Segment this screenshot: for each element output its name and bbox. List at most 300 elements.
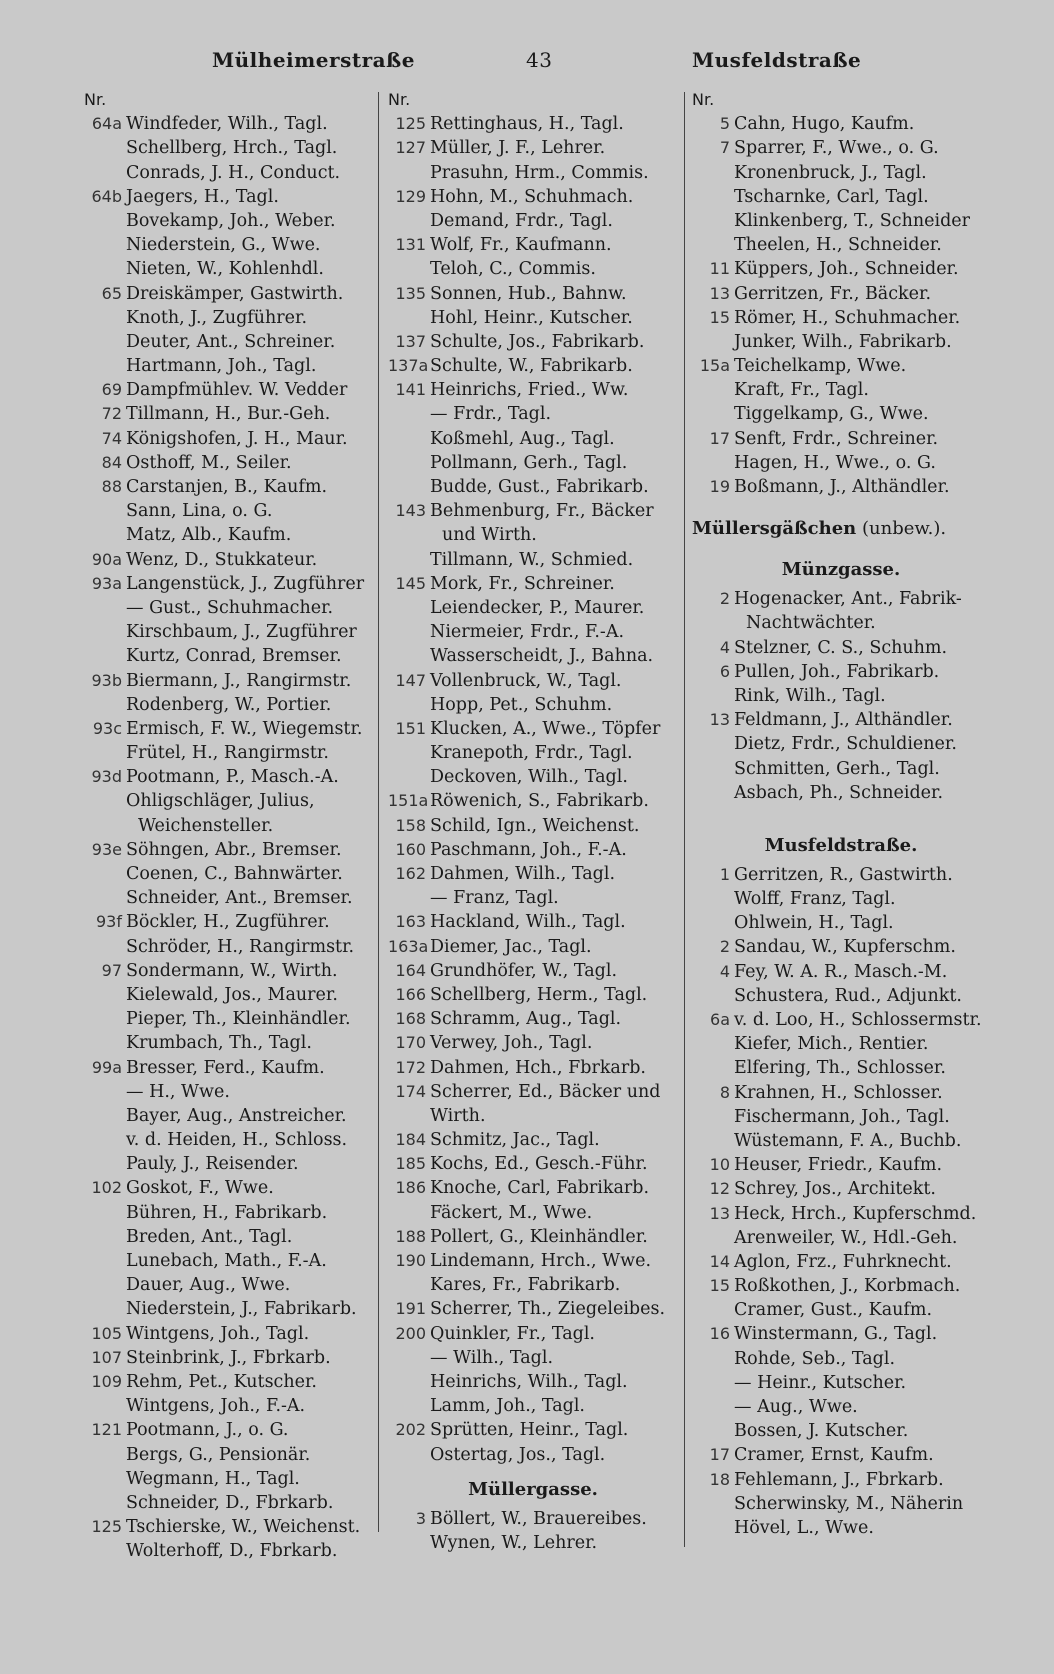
directory-entry [692,1298,990,1322]
resident-text: Teichelkamp, Wwe. [734,356,907,377]
directory-entry [692,960,990,984]
resident-text: Wasserscheidt, J., Bahna. [430,646,654,667]
house-number: 65 [101,283,122,303]
house-number: 19 [709,477,730,496]
resident-text: Wolterhoff, D., Fbrkarb. [126,1541,338,1562]
house-number: 172 [395,1057,426,1077]
resident-text: Sondermann, W., Wirth. [126,960,338,981]
house-number: 13 [709,710,730,730]
resident-text: Gerritzen, Fr., Bäcker. [734,283,932,304]
directory-entry [84,1056,372,1080]
resident-text: Schmitten, Gerh., Tagl. [734,758,940,779]
directory-entry [84,1394,372,1418]
resident-text: Wenz, D., Stukkateur. [126,549,318,570]
house-number: 164 [395,960,426,980]
resident-text: Ohlwein, H., Tagl. [734,913,894,934]
directory-entry [692,684,990,708]
resident-text: — Heinr., Kutscher. [734,1372,907,1393]
entry-list [388,1507,678,1555]
house-number: 163a [388,936,429,956]
directory-entry [84,136,372,160]
resident-text: Heck, Hrch., Kupferschmd. [734,1203,977,1224]
resident-text: — Gust., Schuhmacher. [126,597,334,618]
house-number: 93c [92,718,122,738]
directory-entry [692,660,990,684]
directory-entry [388,548,678,572]
house-number: 202 [395,1420,426,1440]
resident-text: Conrads, J. H., Conduct. [126,162,341,183]
resident-text: Ohligschläger, Julius, [126,791,315,812]
resident-text: Niederstein, J., Fabrikarb. [126,1299,357,1320]
house-number: 102 [91,1178,122,1198]
house-number: 17 [709,428,730,448]
resident-text: Wintgens, Joh., F.-A. [126,1396,306,1417]
directory-entry [388,620,678,644]
resident-text: Kirschbaum, J., Zugführer [126,622,357,643]
directory-entry [692,1129,990,1153]
directory-entry [84,427,372,451]
resident-text: Müller, J. F., Lehrer. [430,138,606,159]
directory-entry [388,862,678,886]
house-number: 170 [395,1033,426,1053]
directory-entry [692,1443,990,1467]
directory-entry [388,499,678,523]
directory-entry [692,1032,990,1056]
directory-entry [388,741,678,765]
house-number: 2 [719,937,730,957]
resident-text: Heinrichs, Fried., Ww. [430,380,629,401]
resident-text: Pieper, Th., Kleinhändler. [126,1009,351,1030]
directory-entry [692,708,990,732]
directory-entry [84,209,372,233]
house-number: 168 [395,1009,426,1029]
resident-text: Weichensteller. [138,815,274,836]
directory-entry [388,185,678,209]
directory-entry [388,112,678,136]
directory-entry [388,1273,678,1297]
house-number: 143 [395,501,426,521]
directory-entry [84,306,372,330]
resident-text: Klucken, A., Wwe., Töpfer [430,718,661,739]
directory-entry [84,1515,372,1539]
directory-entry [84,1104,372,1128]
resident-text: Dampfmühlev. W. Vedder [126,380,348,401]
resident-text: Tschierske, W., Weichenst. [126,1517,361,1538]
resident-text: Sann, Lina, o. G. [126,501,273,522]
directory-entry [692,209,990,233]
house-number: 129 [395,186,426,206]
directory-entry [388,378,678,402]
house-number: 64a [91,114,122,134]
entry-list [388,112,678,1467]
directory-entry [692,378,990,402]
resident-text: Wüstemann, F. A., Buchb. [734,1130,962,1151]
directory-entry [84,959,372,983]
street-heading-inline [692,499,990,547]
house-number: 121 [91,1420,122,1440]
directory-entry [388,523,678,547]
directory-entry [388,644,678,668]
resident-text: Scherwinsky, M., Näherin [734,1493,964,1514]
directory-entry [388,451,678,475]
resident-text: Fey, W. A. R., Masch.-M. [734,961,948,982]
resident-text: Tscharnke, Carl, Tagl. [734,186,929,207]
directory-entry [388,1531,678,1555]
directory-entry [84,1031,372,1055]
resident-text: Cahn, Hugo, Kaufm. [734,114,915,135]
resident-text: Kiefer, Mich., Rentier. [734,1034,929,1055]
resident-text: Hartmann, Joh., Tagl. [126,356,317,377]
resident-text: Cramer, Ernst, Kaufm. [734,1445,934,1466]
house-number: 99a [91,1057,122,1077]
resident-text: Aglon, Frz., Fuhrknecht. [734,1251,952,1272]
resident-text: Heinrichs, Wilh., Tagl. [430,1371,628,1392]
house-number: 2 [719,589,730,609]
directory-entry [692,112,990,136]
directory-entry [388,233,678,257]
directory-entry [84,1225,372,1249]
street-heading: Münzgasse. [781,559,901,581]
resident-text: Sparrer, F., Wwe., o. G. [734,138,939,159]
directory-entry [388,161,678,185]
directory-entry [692,1395,990,1419]
page-number: 43 [526,48,553,72]
directory-entry [84,572,372,596]
resident-text: Ermisch, F. W., Wiegemstr. [126,718,363,739]
resident-text: — Frdr., Tagl. [430,404,552,425]
house-number: 90a [91,549,122,569]
directory-entry [692,257,990,281]
resident-text: — H., Wwe. [126,1081,230,1102]
house-number: 12 [709,1179,730,1199]
house-number: 7 [719,138,730,158]
directory-entry [388,983,678,1007]
directory-entry [388,136,678,160]
directory-entry [388,402,678,426]
resident-text: Hagen, H., Wwe., o. G. [734,452,936,473]
resident-text: Quinkler, Fr., Tagl. [430,1323,595,1344]
resident-text: Mork, Fr., Schreiner. [430,573,615,594]
house-number: 137a [388,356,429,376]
resident-text: Hogenacker, Ant., Fabrik- [734,589,962,610]
directory-entry [84,741,372,765]
resident-text: Langenstück, J., Zugführer [126,573,365,594]
directory-entry [692,935,990,959]
column-head: Nr. [84,90,107,109]
directory-entry [84,935,372,959]
house-number: 107 [91,1347,122,1367]
directory-entry [388,838,678,862]
resident-text: Verwey, Joh., Tagl. [430,1033,593,1054]
resident-text: Gerritzen, R., Gastwirth. [734,864,953,885]
resident-text: Wegmann, H., Tagl. [126,1468,300,1489]
resident-text: Klinkenberg, T., Schneider [734,210,971,231]
resident-text: Rehm, Pet., Kutscher. [126,1371,317,1392]
directory-entry [388,1056,678,1080]
directory-entry [692,1468,990,1492]
directory-entry [388,596,678,620]
directory-entry [388,1152,678,1176]
resident-text: Nachtwächter. [746,613,876,634]
directory-entry [692,136,990,160]
entry-list [692,587,990,805]
resident-text: Schmitz, Jac., Tagl. [430,1130,600,1151]
directory-entry [84,1467,372,1491]
directory-entry [84,983,372,1007]
directory-entry [692,1226,990,1250]
column-1 [84,88,372,1563]
resident-text: Schramm, Aug., Tagl. [430,1009,622,1030]
directory-entry [84,330,372,354]
house-number: 151a [388,791,429,811]
directory-entry [692,1250,990,1274]
directory-entry [388,427,678,451]
directory-entry [388,814,678,838]
directory-entry [388,1225,678,1249]
directory-entry [388,1249,678,1273]
resident-text: Kranepoth, Frdr., Tagl. [430,743,633,764]
directory-entry [388,1080,678,1104]
resident-text: Pollmann, Gerh., Tagl. [430,452,628,473]
column-2 [388,88,678,1555]
resident-text: Heuser, Friedr., Kaufm. [734,1155,943,1176]
resident-text: Diemer, Jac., Tagl. [430,936,592,957]
resident-text: Knoche, Carl, Fabrikarb. [430,1178,650,1199]
directory-entry [84,1418,372,1442]
directory-entry [692,161,990,185]
resident-text: Deckoven, Wilh., Tagl. [430,767,628,788]
resident-text: Budde, Gust., Fabrikarb. [430,477,649,497]
resident-text: Wintgens, Joh., Tagl. [126,1323,310,1344]
directory-entry [84,1007,372,1031]
entry-list [84,112,372,1563]
spacer [692,805,990,823]
directory-entry [692,781,990,805]
directory-entry [388,717,678,741]
house-number: 158 [395,815,426,835]
resident-text: Leiendecker, P., Maurer. [430,597,645,618]
house-number: 93b [91,670,122,690]
resident-text: Fehlemann, J., Fbrkarb. [734,1469,944,1490]
directory-entry [84,1201,372,1225]
directory-entry [692,306,990,330]
resident-text: Schulte, W., Fabrikarb. [430,356,633,377]
house-number: 11 [709,259,730,279]
resident-text: Breden, Ant., Tagl. [126,1226,293,1247]
resident-text: Roßkothen, J., Korbmach. [734,1276,961,1297]
resident-text: Rohde, Seb., Tagl. [734,1348,896,1369]
house-number: 15 [709,1276,730,1296]
directory-entry [388,1297,678,1321]
resident-text: Windfeder, Wilh., Tagl. [126,114,328,135]
directory-entry [84,378,372,402]
house-number: 17 [709,1445,730,1465]
resident-text: Röwenich, S., Fabrikarb. [430,791,649,812]
directory-entry [692,451,990,475]
directory-entry [388,257,678,281]
resident-text: Schild, Ign., Weichenst. [430,815,640,836]
directory-entry [84,669,372,693]
house-number: 6 [719,661,730,681]
directory-entry [84,1128,372,1152]
house-number: 4 [719,961,730,981]
directory-entry [84,112,372,136]
resident-text: Tillmann, W., Schmied. [430,549,634,570]
directory-entry [84,862,372,886]
house-number: 10 [709,1155,730,1175]
resident-text: Feldmann, J., Althändler. [734,710,953,731]
resident-text: Bresser, Ferd., Kaufm. [126,1057,325,1078]
house-number: 105 [91,1323,122,1343]
directory-entry [692,1347,990,1371]
resident-text: Elfering, Th., Schlosser. [734,1058,946,1079]
house-number: 135 [395,283,426,303]
directory-entry [388,209,678,233]
resident-text: Küppers, Joh., Schneider. [734,259,959,280]
resident-text: Pullen, Joh., Fabrikarb. [734,661,940,682]
directory-entry [84,354,372,378]
resident-text: Fäckert, M., Wwe. [430,1202,593,1223]
house-number: 3 [415,1508,426,1528]
resident-text: Tillmann, H., Bur.-Geh. [126,404,331,425]
directory-entry [692,330,990,354]
resident-text: Prasuhn, Hrm., Commis. [430,162,649,183]
resident-text: Niermeier, Frdr., F.-A. [430,622,625,643]
house-number: 174 [395,1081,426,1101]
house-number: 160 [395,839,426,859]
directory-entry [84,233,372,257]
resident-text: Sandau, W., Kupferschm. [734,937,956,958]
resident-text: Wolf, Fr., Kaufmann. [430,235,612,256]
resident-text: Söhngen, Abr., Bremser. [126,839,342,860]
house-number: 125 [395,114,426,134]
house-number: 97 [101,960,122,980]
directory-entry [388,1201,678,1225]
resident-text: Bossen, J. Kutscher. [734,1421,909,1442]
directory-entry [84,1370,372,1394]
resident-text: Sonnen, Hub., Bahnw. [430,283,627,304]
directory-entry [84,814,372,838]
resident-text: Paschmann, Joh., F.-A. [430,839,627,860]
resident-text: Römer, H., Schuhmacher. [734,307,961,328]
house-number: 185 [395,1154,426,1174]
resident-text: Winstermann, G., Tagl. [734,1324,938,1345]
column-rule-2 [684,92,685,1547]
directory-entry [84,717,372,741]
directory-entry [692,402,990,426]
resident-text: Lindemann, Hrch., Wwe. [430,1251,652,1271]
directory-entry [692,185,990,209]
directory-entry [692,475,990,499]
resident-text: Cramer, Gust., Kaufm. [734,1300,933,1321]
directory-entry [388,959,678,983]
resident-text: Biermann, J., Rangirmstr. [126,670,352,691]
directory-entry [84,1273,372,1297]
directory-entry [388,306,678,330]
directory-entry [692,1008,990,1032]
directory-entry [388,910,678,934]
house-number: 137 [395,331,426,351]
resident-text: Schröder, H., Rangirmstr. [126,936,355,957]
directory-entry [388,886,678,910]
directory-entry [84,475,372,499]
directory-entry [388,1104,678,1128]
directory-entry [692,887,990,911]
resident-text: Matz, Alb., Kaufm. [126,525,292,546]
house-number: 163 [395,912,426,932]
directory-entry [84,886,372,910]
resident-text: und Wirth. [442,525,537,546]
resident-text: Dahmen, Hch., Fbrkarb. [430,1057,646,1078]
directory-entry [84,1443,372,1467]
directory-entry [692,911,990,935]
resident-text: Boßmann, J., Althändler. [734,477,950,497]
directory-entry [692,1492,990,1516]
resident-text: Deuter, Ant., Schreiner. [126,331,336,352]
directory-entry [84,1539,372,1563]
resident-text: Theelen, H., Schneider. [734,235,942,256]
directory-entry [84,402,372,426]
directory-entry [388,1370,678,1394]
resident-text: Schustera, Rud., Adjunkt. [734,985,962,1006]
directory-entry [692,863,990,887]
directory-entry [84,1176,372,1200]
directory-entry [692,1202,990,1226]
directory-entry [692,282,990,306]
directory-entry [692,757,990,781]
resident-text: Ostertag, Jos., Tagl. [430,1444,606,1465]
resident-text: Tiggelkamp, G., Wwe. [734,404,929,425]
running-head-right: Musfeldstraße [692,48,862,72]
house-number: 131 [395,235,426,255]
resident-text: Nieten, W., Kohlenhdl. [126,259,324,280]
resident-text: Bovekamp, Joh., Weber. [126,210,336,231]
directory-entry [84,1080,372,1104]
resident-text: Grundhöfer, W., Tagl. [430,960,618,981]
house-number: 14 [709,1251,730,1271]
resident-text: — Aug., Wwe. [734,1397,858,1417]
resident-text: Schneider, Ant., Bremser. [126,888,353,909]
resident-text: Coenen, C., Bahnwärter. [126,864,343,884]
house-number: 72 [101,404,122,424]
directory-entry [388,1176,678,1200]
directory-entry [84,789,372,813]
directory-entry [84,161,372,185]
directory-entry [388,1394,678,1418]
resident-text: Pollert, G., Kleinhändler. [430,1226,648,1247]
house-number: 84 [101,452,122,472]
resident-text: Schellberg, Hrch., Tagl. [126,138,338,159]
resident-text: Junker, Wilh., Fabrikarb. [734,331,952,352]
house-number: 186 [395,1178,426,1198]
directory-entry [692,611,990,635]
directory-entry [692,1371,990,1395]
house-number: 162 [395,864,426,883]
directory-entry [388,693,678,717]
house-number: 188 [395,1226,426,1246]
directory-entry [84,620,372,644]
directory-entry [692,1274,990,1298]
resident-text: Wolff, Franz, Tagl. [734,889,896,910]
street-name: Müllersgäßchen [692,518,857,540]
resident-text: Bühren, H., Fabrikarb. [126,1202,328,1223]
directory-entry [84,185,372,209]
house-number: 184 [395,1130,426,1150]
house-number: 141 [395,380,426,400]
house-number: 151 [395,718,426,738]
resident-text: Kares, Fr., Fabrikarb. [430,1275,621,1296]
house-number: 6a [710,1010,730,1029]
